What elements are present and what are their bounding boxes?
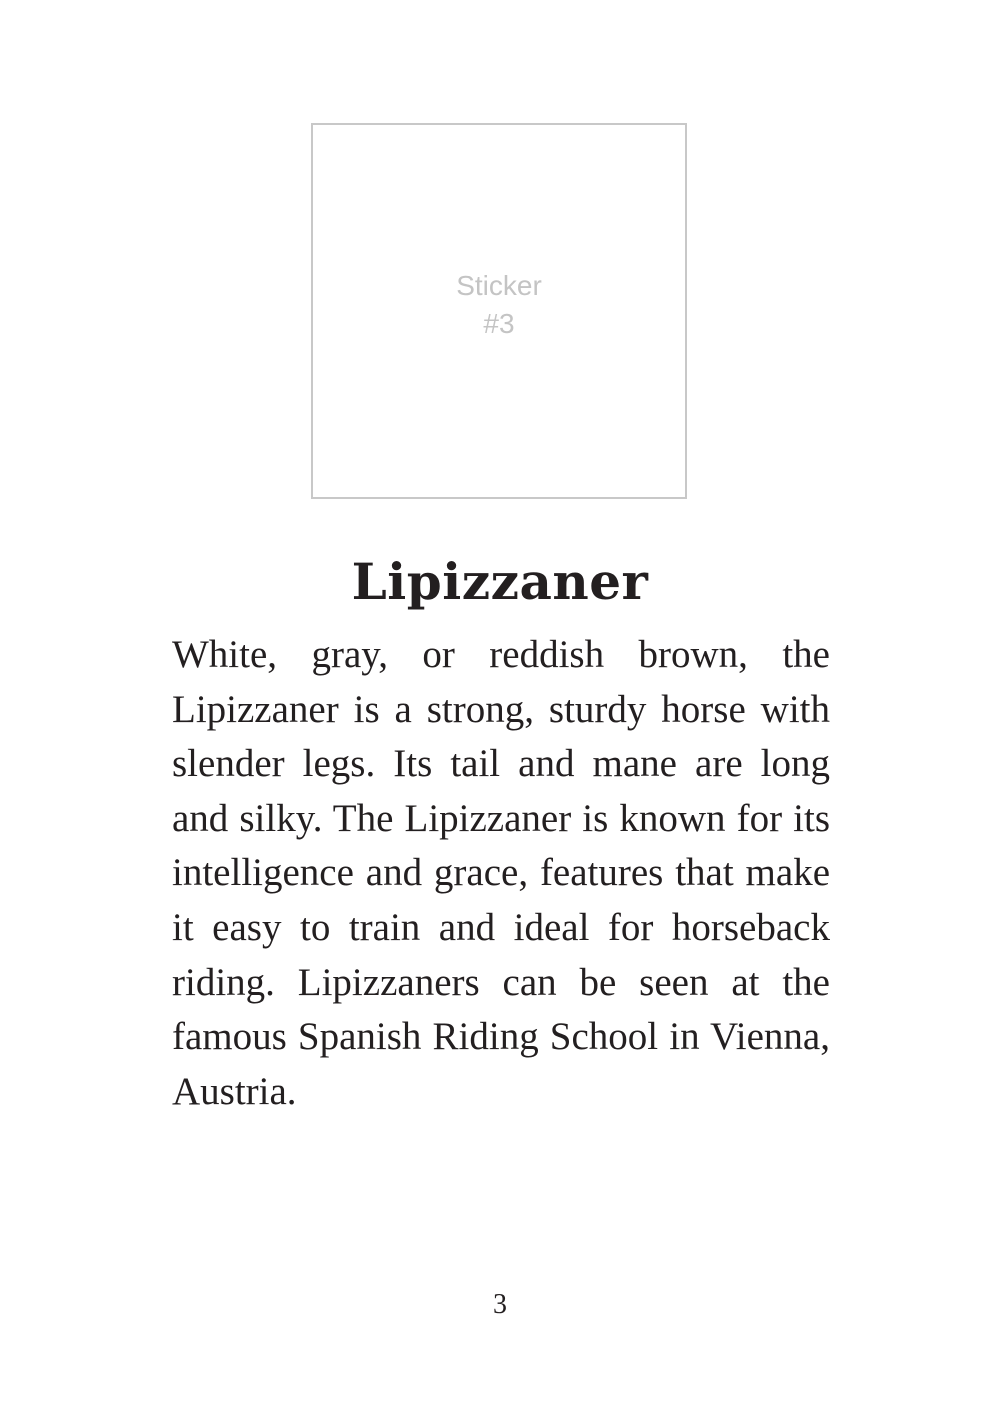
- sticker-label: Sticker: [456, 270, 542, 301]
- page-title: Lipizzaner: [351, 552, 649, 611]
- sticker-number: #3: [483, 308, 515, 339]
- page-number: 3: [493, 1289, 507, 1320]
- body-paragraph: White, gray, or reddish brown, the Lipizzaner is a strong, sturdy horse with slender legs. Its tail and mane are long and silky. The Lipizzaner is known for its intelligence and grace, features that make it easy to train and ideal for horseback riding. Lipizzaners can be seen at the famous Spanish Riding School in Vienna, Austria.: [172, 633, 830, 1113]
- sticker-placeholder: [311, 123, 687, 499]
